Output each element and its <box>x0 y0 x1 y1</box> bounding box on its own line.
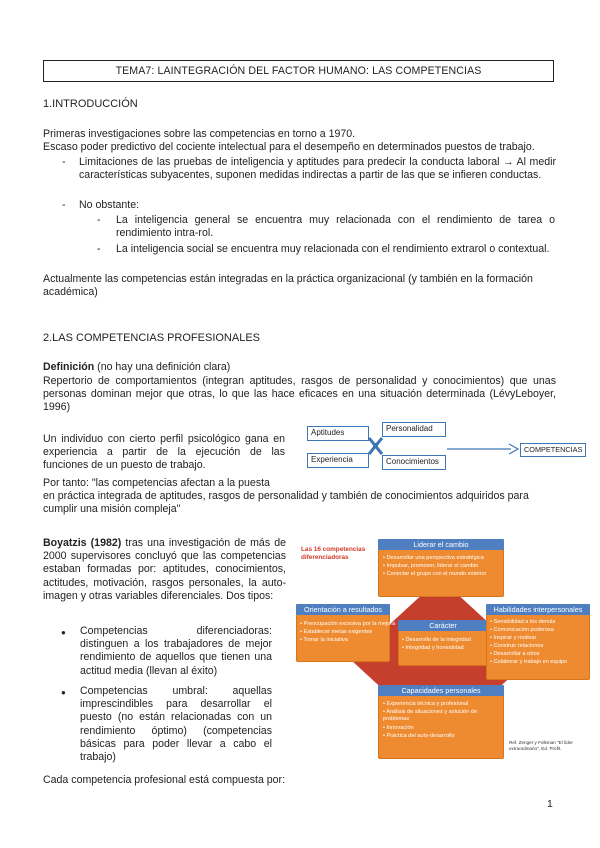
boyatzis-paragraph <box>43 537 286 603</box>
dash-marker: - <box>97 243 101 255</box>
card-item: • Inspirar y motivar <box>490 635 537 641</box>
bullet-marker: ● <box>61 628 66 637</box>
card-item: • Sensibilidad a los demás <box>490 619 556 625</box>
definition-note: (no hay una definición clara) <box>94 361 231 373</box>
definition-text: Repertorio de comportamientos (integran aptitudes, rasgos de personalidad y conocimientos) que unas personas dominan mejor que otras, lo que las hace eficaces en una situación determinada (LévyLeboyer, 1996) <box>43 375 556 414</box>
card-capacidades-personales <box>378 685 504 759</box>
cross-connector-icon <box>368 436 384 456</box>
list-item: La inteligencia general se encuentra muy relacionada con el rendimiento de tarea o rendimiento intra-rol. <box>116 214 555 240</box>
dash-marker: - <box>62 156 66 168</box>
card-item: • Análisis de situaciones y solución de problemas <box>383 709 477 723</box>
section-heading-competencias: 2.LAS COMPETENCIAS PROFESIONALES <box>43 332 261 344</box>
card-item: • Establecer metas exigentes <box>300 629 373 635</box>
list-item: La inteligencia social se encuentra muy relacionada con el rendimiento extrarol o contextual. <box>116 243 550 255</box>
card-item: • Desarrollo de la integridad <box>402 637 471 643</box>
list-item: Limitaciones de las pruebas de inteligencia y aptitudes para predecir la conducta laboral → Al medir características subyacentes, suponen medidas indirectas a partir de las que se infieren conductas. <box>79 156 556 182</box>
box-experiencia: Experiencia <box>307 453 369 468</box>
boyatzis-label: Boyatzis (1982) <box>43 537 122 549</box>
infographic-reference: Ref. Zenger y Folkman "El líder extraordinario", Ed. Profit. <box>509 740 573 751</box>
box-conocimientos: Conocimientos <box>382 455 446 470</box>
quote-continuation: en práctica integrada de aptitudes, rasgos de personalidad y también de conocimientos adquiridos para cumplir una misión compleja" <box>43 490 529 516</box>
card-orientacion-resultados <box>296 604 396 662</box>
card-item: • Construir relaciones <box>490 643 544 649</box>
card-item: • Desarrollar a otros <box>490 651 540 657</box>
page-number: 1 <box>547 798 553 810</box>
card-liderar-cambio <box>378 539 504 597</box>
card-title: Orientación a resultados <box>296 604 390 615</box>
bullet-marker: ● <box>61 688 66 697</box>
paragraph-quote <box>43 477 556 490</box>
card-title: Liderar el cambio <box>378 539 504 550</box>
card-item: • Tomar la iniciativa <box>300 637 348 643</box>
box-competencias: COMPETENCIAS <box>520 443 586 457</box>
card-title: Habilidades interpersonales <box>486 604 590 615</box>
paragraph: Primeras investigaciones sobre las competencias en torno a 1970. <box>43 128 356 140</box>
card-title: Carácter <box>398 620 488 631</box>
card-item: • Colaborar y trabajo en equipo <box>490 659 568 665</box>
card-item: • Comunicación poderosa <box>490 627 554 633</box>
paragraph: Un individuo con cierto perfil psicológico gana en experiencia a partir de la ejecución de las funciones de un puesto de trabajo. <box>43 433 285 472</box>
dash-marker: - <box>62 199 66 211</box>
section-heading-introduccion: 1.INTRODUCCIÓN <box>43 98 138 110</box>
card-item: • Práctica del auto-desarrollo <box>383 733 455 739</box>
card-caracter <box>398 620 488 666</box>
list-item: No obstante: <box>79 199 140 211</box>
list-item-diferenciadoras: Competencias diferenciadoras: distinguen a los trabajadores de mejor rendimiento de aquellos que tienen una actitud media (llevan al éxito) <box>80 625 272 677</box>
document-title: TEMA7: LAINTEGRACIÓN DEL FACTOR HUMANO: LAS COMPETENCIAS <box>43 60 554 82</box>
dash-marker: - <box>97 214 101 226</box>
card-title: Capacidades personales <box>378 685 504 696</box>
card-item: • Innovación <box>383 725 414 731</box>
definition-label: Definición <box>43 361 95 373</box>
infographic-label: Las 16 competencias diferenciadoras <box>301 546 366 561</box>
competencias-infographic <box>293 532 591 778</box>
boyatzis-text: tras una investigación de más de 2000 supervisores concluyó que las competencias estaban formadas por: aptitudes, conocimientos, actitudes, motivación, rasgos personales, la auto-imagen y otras variables diferenciales. Dos tipos: <box>43 537 286 602</box>
box-personalidad: Personalidad <box>382 422 446 437</box>
card-item: • Conectar el grupo con el mundo exterior <box>383 571 487 577</box>
paragraph: Escaso poder predictivo del cociente intelectual para el desempeño en determinados puestos de trabajo. <box>43 141 535 153</box>
quote-line-1: Por tanto: "las competencias afectan a la puesta <box>43 477 270 489</box>
card-item: • Preocupación excesiva por la mejora <box>300 621 396 627</box>
box-aptitudes: Aptitudes <box>307 426 369 441</box>
card-item: • Impulsar, promover, liderar el cambio <box>383 563 479 569</box>
card-item: • Experiencia técnica y profesional <box>383 701 469 707</box>
card-item: • Desarrollar una perspectiva estratégica <box>383 555 484 561</box>
list-item-umbral: Competencias umbral: aquellas imprescindibles para desarrollar el puesto (no están relacionadas con un rendimiento óptimo) (competencias básicas para poder llevar a cabo el trabajo) <box>80 685 272 764</box>
card-habilidades-interpersonales <box>486 604 590 680</box>
paragraph: Cada competencia profesional está compuesta por: <box>43 774 286 786</box>
card-item: • Integridad y honestidad <box>402 645 464 651</box>
arrow-right-icon <box>447 443 519 455</box>
paragraph: Actualmente las competencias están integradas en la práctica organizacional (y también en la formación académica) <box>43 273 533 299</box>
